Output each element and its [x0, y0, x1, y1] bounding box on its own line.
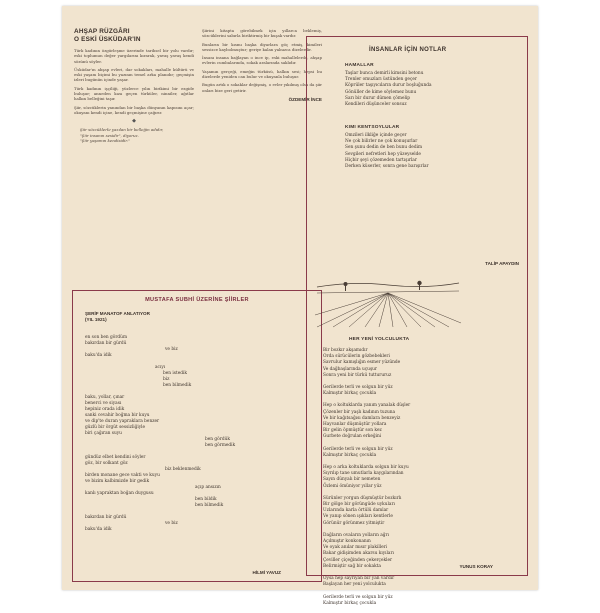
poem2-line: Sayın dünyalı bir nemeten	[323, 477, 381, 483]
poem-line: baku'da idik	[85, 353, 112, 358]
poem-line: bakırdan bir gürdü	[85, 515, 127, 520]
poem2-line: Gerilerde terli ve solgun bir yüz	[323, 594, 393, 600]
mustafa-subhi-poems-box	[72, 290, 322, 582]
mid-paragraph-3: İnsanı insana bağlayan o ince ip, eski mahallelerde, ahşap evlerin cumbalarında, sokak aralarında saklıdır.	[202, 55, 322, 66]
poem2-author: YUNUS KORAY	[459, 564, 493, 569]
poem2-stanza	[323, 576, 521, 588]
poem-line: ve bizim kalbimizde bir gedik	[85, 479, 150, 484]
mid-paragraph-1: Şiirini kitapta görebilmek için yıllarca beklemiş, sözcüklerini sabırla biriktirmiş bir kuşak vardır.	[202, 28, 322, 39]
poem2-title: HER YENİ YOLCULUKTA	[349, 337, 410, 342]
section1-line: Kendileri düşünceler sonsuz	[345, 102, 407, 108]
poem2-line: Çözenler bir yaşlı kadının tuzuna	[323, 409, 396, 415]
poem-line: biri çağıran suyu	[85, 431, 122, 436]
left-article-title-line1: AHŞAP RÜZGÂRI	[74, 28, 130, 35]
poem2-line: Ve dağbaşlarında uçuşur	[323, 366, 377, 372]
section1-line: Taşlar bunca demirli kimsini betonu	[345, 71, 424, 76]
poem-title-line1: ŞERİF MANATOF ANLATIYOR	[85, 311, 150, 316]
section2-line: Derken küserler, sonra gene barışırlar	[345, 164, 429, 170]
poem2-line: Orda sürücülerin gözbebekleri	[323, 354, 390, 360]
poem-her-yeni-yolculukta	[315, 337, 521, 613]
poem2-stanza	[323, 385, 521, 397]
left-article-column-2	[202, 28, 322, 102]
box-left-header	[73, 286, 321, 305]
poem-line: açıp ansızın	[195, 485, 221, 490]
poem-line: ben bilmedik	[163, 383, 192, 388]
poem2-line: Bir bozkır akşamıdır	[323, 348, 368, 353]
poem2-line: Hep o koltuklarda yanım yanalak düşler	[323, 403, 411, 409]
poem-line: baku'da idik	[85, 527, 112, 532]
poem2-line: Uzlarında karla örtülü damlar	[323, 508, 389, 514]
poem-line: birden monane gece vakti ve kuyu	[85, 473, 160, 478]
section2-line: Omzileri ilkliğe içinde geçer	[345, 133, 407, 138]
section1-lines	[345, 71, 521, 108]
poem-line: gündüz elbet kendini söyler	[85, 455, 146, 460]
poem-title-line2: (YIL 1921)	[85, 317, 107, 322]
poem2-line: Bakar gidişimden akarsu kıyıları	[323, 551, 394, 557]
poem2-stanza	[323, 447, 521, 459]
poem2-line: Hep o arka koltuklarda solgun bir kuyu	[323, 465, 409, 471]
left-article-paragraph-2: Üsküdar'ın ahşap evleri, dar sokakları, mahalle kültürü ve eski yaşam biçimi bu yazının temel arka planıdır; geçmişin izleri bugünün içinde yaşar.	[74, 66, 194, 83]
poem-line: ve dip'te duran yapraklara benzer	[85, 419, 160, 424]
poem-line: ve biz	[165, 521, 178, 526]
section2-line: Sevgileri nefretleri hep yüzeyselde	[345, 151, 421, 157]
steppe-landscape-illustration	[315, 267, 461, 329]
poem2-stanza	[323, 403, 521, 440]
poem2-line: Hayvanlar düşmüştür yollara	[323, 422, 387, 428]
section2-line: Ne çok bilirler ne çok konuşurlar	[345, 139, 418, 145]
poem2-line: Gerilerde terli ve solgun bir yüz	[323, 385, 393, 391]
mid-paragraph-4: Yaşamın gerçeği, emeğin türküsü, halkın sesi; hepsi bu dizelerde yeniden can bulur ve okuyanla buluşur.	[202, 68, 322, 80]
poem2-line: Dağların ovaların yolların ağrı	[323, 532, 389, 538]
poem-line: baku, yollar, çınar	[85, 395, 125, 400]
poem2-line: Bir gölge bir görüngüde uykuları	[323, 502, 395, 508]
poem2-line: Oysa hep sayrıyan bir yan vardır	[323, 576, 395, 582]
left-article-title-line2: O ESKİ ÜSKÜDAR'IN	[74, 36, 141, 43]
box-left-author: HİLMİ YAVUZ	[252, 570, 281, 575]
notes-for-people-box	[306, 36, 528, 606]
poem-line: benerci ve siyası	[85, 401, 122, 406]
poem-line: ben görmedik	[205, 443, 236, 448]
poem-line: hepiniz orada idik	[85, 407, 125, 412]
poem2-line: Gerilerde terli ve solgun bir yüz	[323, 446, 393, 452]
poem2-line: Ve yanıp sönen ışıkları kentlerle	[323, 514, 393, 520]
left-article-paragraph-1: Türk kadının özgürleşme üzerinde tarihsel bir yolu vardır; eski toplumun değer yargılarını kırarak, yavaş yavaş kendi sözünü söyler.	[74, 48, 194, 64]
poem-line: ve biz	[165, 347, 178, 352]
poem2-stanza	[323, 465, 521, 490]
poem2-line: Sonra yeni bir türkü tuttururuz	[323, 372, 392, 378]
poem2-stanza	[323, 595, 521, 607]
poem-title	[85, 311, 150, 323]
poem-line: kanlı yapraktan boğan duygusu	[85, 491, 154, 496]
left-article-author: ÖZDEMİR İNCE	[288, 96, 322, 102]
separator-dot: ◆	[132, 118, 136, 125]
poem-line: sanki cevahir boğma bir kuyu	[85, 413, 150, 418]
section1-title: HAMALLAR	[345, 63, 374, 68]
poem2-line: Ve bir kağıtsağısı damlara benzeyiz	[323, 415, 401, 421]
poem2-line: Gurbete doğrulan erkeğini	[323, 434, 382, 440]
section-hamallar	[345, 63, 521, 108]
left-article-quote: Şiir sözcüklerle yazılan bir belleğin adıdır, "Şiir insanın sesidir", diyoruz. "Şiir yaşamın kendisidir."	[80, 127, 164, 143]
left-article-paragraph-3: Türk kadının işçiliği, yüzlerce yılın birikimi bir ezgide buluşur; anneden kıza geçen türküler, ninniler, ağıtlar halkın belleğini taşır.	[74, 85, 194, 102]
poem2-line: Sıyrılıp tane umutlarla kaygılarından	[323, 471, 404, 477]
poem-line: en son ben gördüm	[85, 335, 128, 340]
box-left-header-text: MUSTAFA SUBHİ ÜZERİNE ŞİİRLER	[141, 297, 253, 303]
section2-author: TALİP APAYDIN	[485, 261, 519, 266]
poem2-line: Kalmıştır birkaç çocukla	[323, 452, 377, 458]
poem2-line: Belirmiştir sağ bir sokakta	[323, 563, 381, 569]
section-kentsoylular	[345, 125, 521, 170]
poem2-line: Kalmıştır birkaç çocukla	[323, 600, 377, 606]
poem-line: ben bildik	[195, 497, 217, 502]
mid-paragraph-2: Bunların bir kısmı başka diyarlara göç etmiş, kimileri sessizce kaybolmuştur; geriye kalan yalnızca dizelerdir.	[202, 41, 322, 52]
poem2-line: Kalmıştır birkaç çocukla	[323, 391, 377, 397]
section1-line: Sarı bir durur dümen çömelip	[345, 95, 410, 101]
section2-title: KIMI KENTSOYLULAR	[345, 125, 400, 130]
poem-lines	[85, 335, 315, 533]
poem-line: biz	[163, 377, 170, 382]
poem-line: göz, bir solkant göz	[85, 461, 128, 466]
poem-line: bakırdan bir gürdü	[85, 341, 127, 346]
section1-line: Gönüller de kime söylemez bunu	[345, 89, 417, 95]
poem2-line: Bir gelin öpmüştür son kez	[323, 428, 382, 434]
poem-line: güzlü bir örgüt sessizliğiyle	[85, 425, 146, 430]
poem2-line: Görünür görünmez yitmiştir	[323, 520, 385, 526]
poem2-line: Başlayan her yeni yolculukta	[323, 582, 386, 588]
section2-line: Sen şunu dedin de ben bunu dedim	[345, 145, 423, 151]
poem2-line: Açılmıştır konkonanın	[323, 539, 371, 545]
poem2-line: Özlemi ömüniyor yıllar yüz	[323, 483, 382, 489]
poem2-line: Sürünler yorgun düşmüştür bozkırlı	[323, 495, 402, 501]
mid-paragraph-5: Bugün artık o sokaklar değişmiş, o evler yıkılmış olsa da şiir onları bize geri getirir.	[202, 82, 322, 93]
poem2-line: Çeviller çiçeğinden çekerçekler	[323, 557, 393, 563]
left-article-column-1	[74, 28, 194, 143]
newspaper-page	[62, 6, 538, 606]
section2-line: Hiçbir şeyi çözemeden tartışırlar	[345, 157, 417, 163]
poem2-line: Savrulur kamışlığın esmer yüzünde	[323, 360, 401, 366]
right-box-header: İNSANLAR İÇİN NOTLAR	[369, 47, 447, 53]
poem2-stanza	[323, 496, 521, 527]
poem2-line: Ve oyak anılar mısır plakilleri	[323, 545, 388, 551]
left-article-paragraph-4: Şiir, sözcüklerin yanından bir başka dünyanın kapısını açar; okuyanı kendi içine, kendi geçmişine çağırır.	[74, 104, 194, 115]
poem-line: acıyı	[155, 365, 166, 370]
section1-line: Köprüler taşıyıcıların durur boşluğunda	[345, 83, 432, 89]
poem-line: biz beklenmedik	[165, 467, 201, 472]
poem-line: ben gördük	[205, 437, 230, 442]
section2-lines	[345, 133, 521, 170]
poem2-stanza	[323, 348, 521, 379]
section1-line: Trenler omuzları üstünden geçer	[345, 77, 417, 83]
poem-line: ben bilmedik	[195, 503, 224, 508]
poem-line: ben istedik	[163, 371, 188, 376]
